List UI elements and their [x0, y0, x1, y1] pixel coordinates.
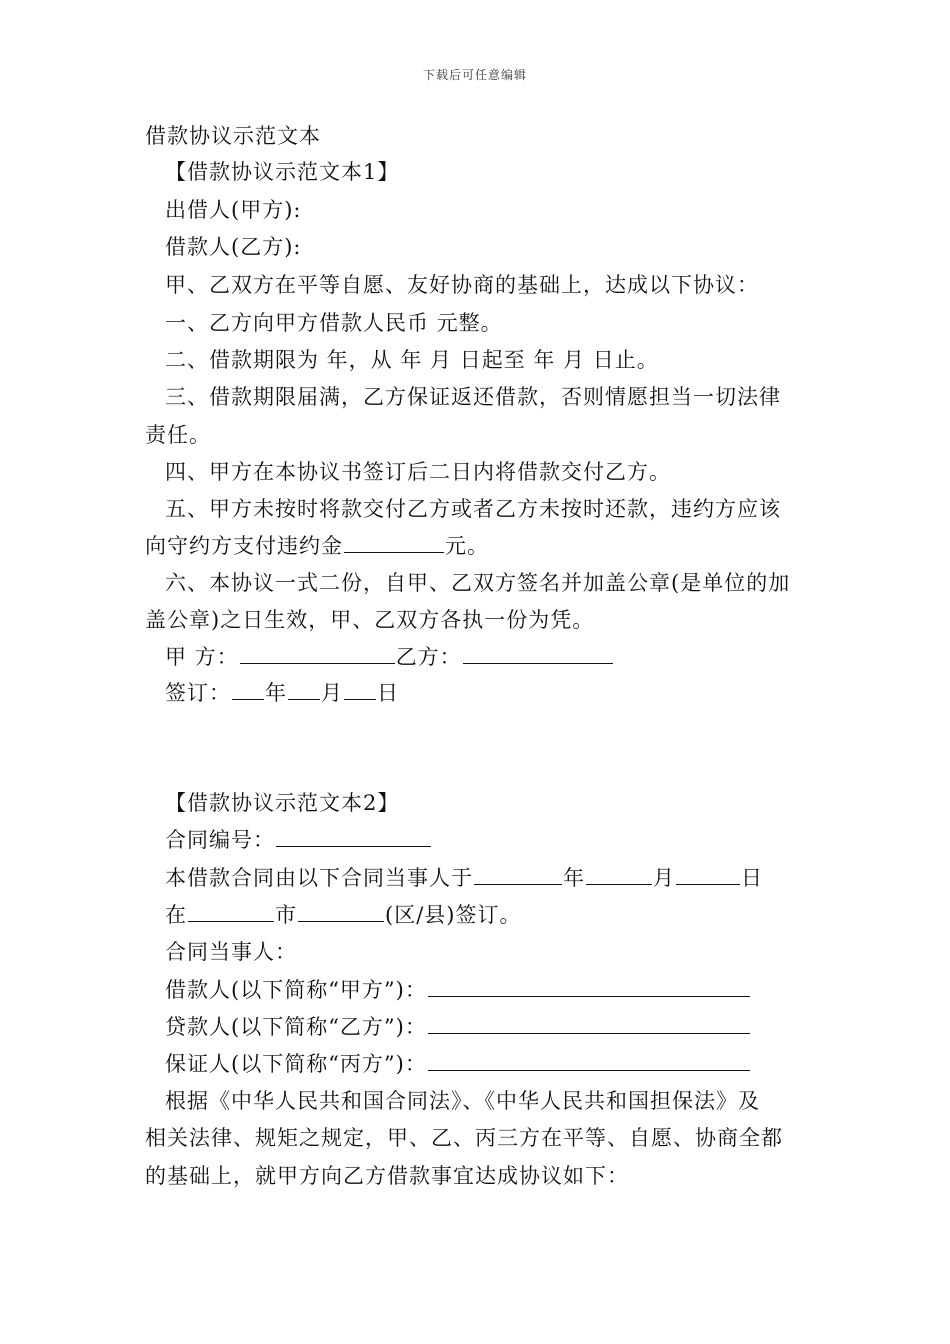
- penalty-unit: 元。: [445, 534, 489, 558]
- clause-3-line1: 三、借款期限届满，乙方保证返还借款，否则情愿担当一切法律: [165, 385, 781, 409]
- penalty-label: 向守约方支付违约金: [145, 534, 343, 558]
- section2-title: 【借款协议示范文本2】: [165, 791, 400, 815]
- party-a-line: [165, 978, 751, 1002]
- signing-date-label: 本借款合同由以下合同当事人于: [165, 866, 473, 890]
- sign-date-line: [165, 681, 399, 705]
- basis-line2: 相关法律、规矩之规定，甲、乙、丙三方在平等、自愿、协商全都: [145, 1126, 783, 1150]
- party-c-blank: [428, 1052, 750, 1071]
- contract-number-blank: [276, 828, 431, 847]
- clause-3-line2: 责任。: [145, 423, 211, 447]
- district-blank: [298, 903, 384, 922]
- city-label: 市: [275, 903, 297, 927]
- contract-number-line: [165, 828, 432, 852]
- lender-line: 出借人(甲方):: [165, 198, 302, 222]
- header-note: 下载后可任意编辑: [422, 68, 527, 82]
- party-c-line: [165, 1052, 751, 1076]
- s2-year-label: 年: [563, 866, 585, 890]
- party-b-sign-label: 乙方：: [395, 645, 462, 669]
- party-b-sign-blank: [463, 645, 613, 664]
- signing-date-line: [165, 866, 763, 890]
- document-title: 借款协议示范文本: [145, 124, 321, 148]
- party-a-sign-blank: [240, 645, 395, 664]
- month-blank: [288, 681, 320, 700]
- clause-5-line1: 五、甲方未按时将款交付乙方或者乙方未按时还款，违约方应该: [165, 497, 781, 521]
- city-blank: [188, 903, 274, 922]
- s2-month-blank: [586, 866, 652, 885]
- year-blank: [232, 681, 264, 700]
- penalty-blank: [344, 534, 444, 553]
- party-a-label: 借款人(以下简称“甲方”)：: [165, 978, 427, 1002]
- clause-1: 一、乙方向甲方借款人民币 元整。: [165, 311, 503, 335]
- s2-month-label: 月: [653, 866, 675, 890]
- clause-5-line2: [145, 534, 489, 558]
- clause-6-line2: 盖公章)之日生效，甲、乙双方各执一份为凭。: [145, 608, 595, 632]
- year-label: 年: [265, 681, 287, 705]
- month-label: 月: [321, 681, 343, 705]
- basis-line3: 的基础上，就甲方向乙方借款事宜达成协议如下：: [145, 1164, 629, 1188]
- party-b-blank: [428, 1015, 750, 1034]
- at-label: 在: [165, 903, 187, 927]
- signing-place-line: [165, 903, 521, 927]
- s2-day-label: 日: [741, 866, 763, 890]
- intro-line: 甲、乙双方在平等自愿、友好协商的基础上，达成以下协议：: [165, 273, 759, 297]
- day-label: 日: [377, 681, 399, 705]
- party-b-label: 贷款人(以下简称“乙方”)：: [165, 1015, 427, 1039]
- party-b-line: [165, 1015, 751, 1039]
- party-a-sign-label: 甲 方：: [165, 645, 239, 669]
- day-blank: [344, 681, 376, 700]
- clause-6-line1: 六、本协议一式二份，自甲、乙双方签名并加盖公章(是单位的加: [165, 571, 791, 595]
- borrower-line: 借款人(乙方):: [165, 235, 302, 259]
- basis-line1: 根据《中华人民共和国合同法》、《中华人民共和国担保法》及: [165, 1089, 760, 1113]
- clause-4: 四、甲方在本协议书签订后二日内将借款交付乙方。: [165, 460, 671, 484]
- s2-year-blank: [474, 866, 562, 885]
- district-label: (区/县)签订。: [385, 903, 522, 927]
- signature-line: [165, 645, 614, 669]
- contract-number-label: 合同编号：: [165, 828, 275, 852]
- parties-heading: 合同当事人：: [165, 940, 297, 964]
- clause-2: 二、借款期限为 年，从 年 月 日起至 年 月 日止。: [165, 348, 659, 372]
- party-c-label: 保证人(以下简称“丙方”)：: [165, 1052, 427, 1076]
- section1-title: 【借款协议示范文本1】: [165, 160, 400, 184]
- party-a-blank: [428, 978, 750, 997]
- s2-day-blank: [676, 866, 740, 885]
- sign-date-label: 签订：: [165, 681, 231, 705]
